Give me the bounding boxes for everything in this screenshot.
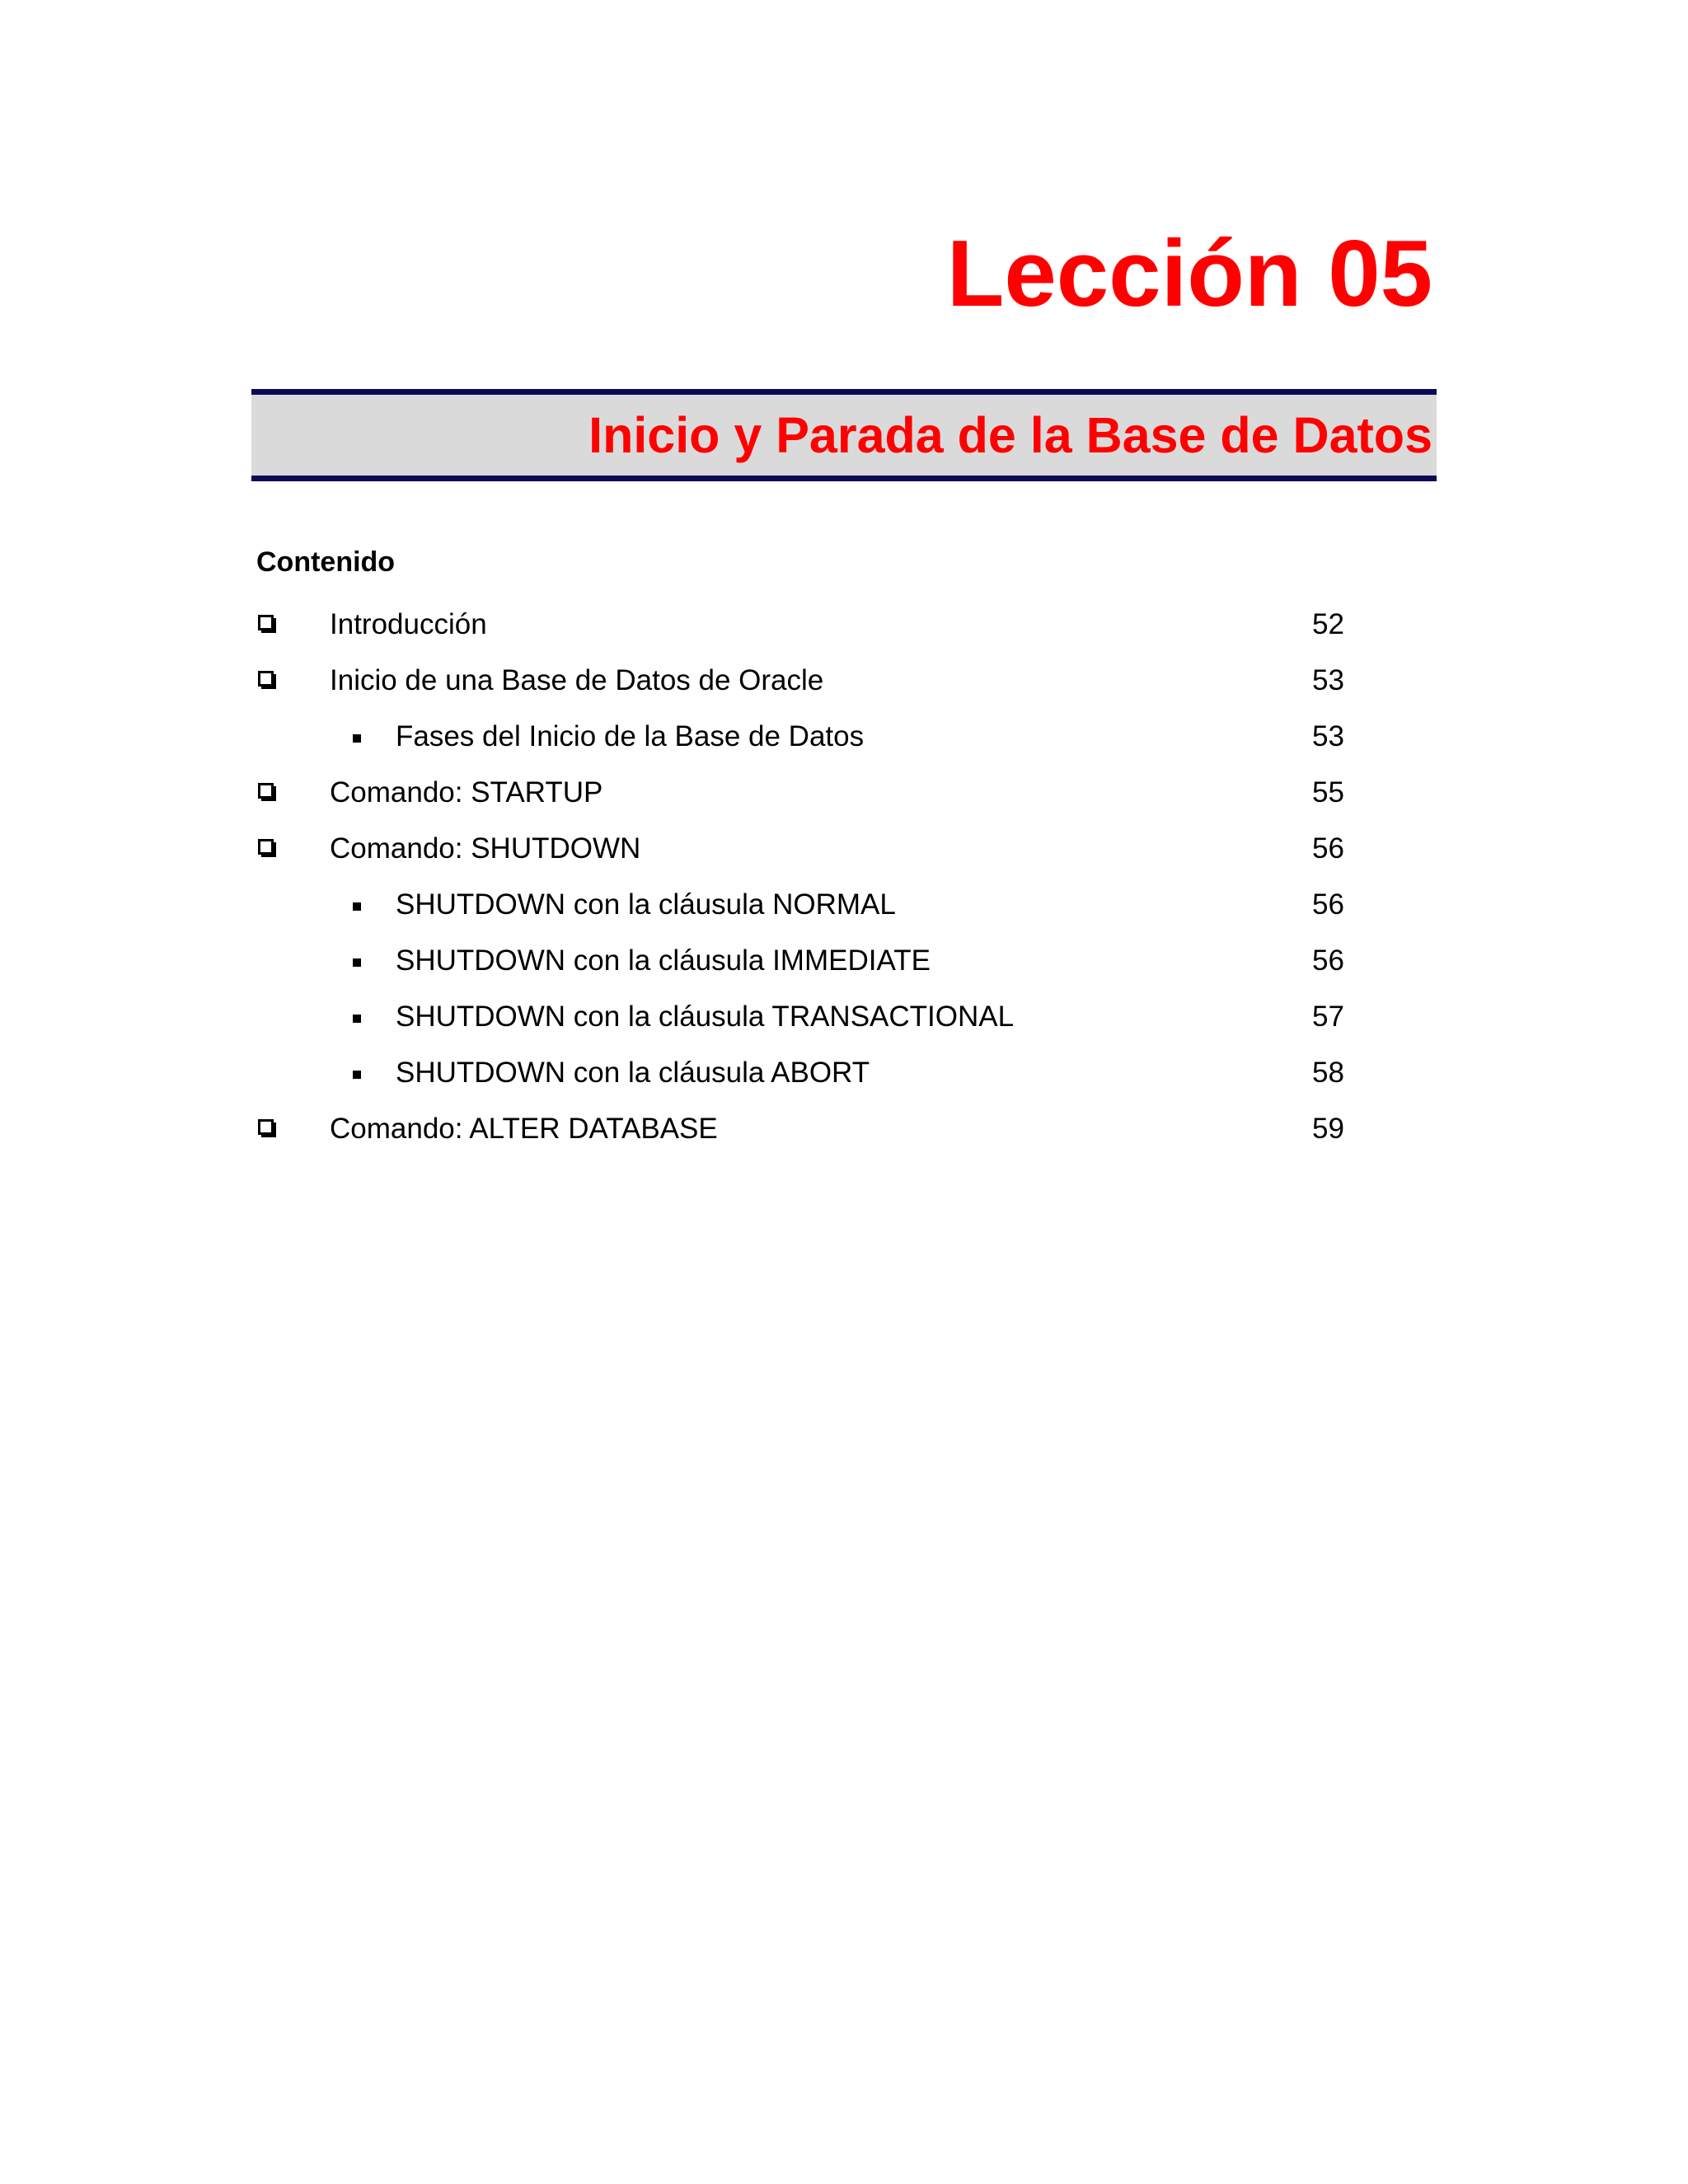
- toc-entry: [251, 602, 1405, 658]
- subtitle-band: [251, 389, 1437, 481]
- lesson-subtitle: Inicio y Parada de la Base de Datos: [588, 407, 1432, 463]
- toc-entry: [251, 770, 1405, 826]
- toc-page-number: 53: [1312, 664, 1344, 696]
- toc-entry-label: Comando: STARTUP: [330, 776, 603, 808]
- checkbox-square-icon: [258, 839, 276, 857]
- toc-entry-label: SHUTDOWN con la cláusula IMMEDIATE: [396, 944, 931, 977]
- contents-heading: Contenido: [256, 546, 396, 578]
- toc-page-number: 56: [1312, 888, 1344, 921]
- square-bullet-icon: [353, 958, 361, 967]
- toc-entry-label: SHUTDOWN con la cláusula ABORT: [396, 1057, 870, 1089]
- toc-entry-label: SHUTDOWN con la cláusula NORMAL: [396, 888, 896, 921]
- square-bullet-icon: [353, 1071, 361, 1079]
- square-bullet-icon: [353, 734, 361, 743]
- square-bullet-icon: [353, 1015, 361, 1023]
- toc-entry-label: Comando: ALTER DATABASE: [330, 1113, 718, 1145]
- toc-entry: [251, 658, 1405, 714]
- checkbox-square-icon: [258, 615, 276, 633]
- toc-entry-label: Fases del Inicio de la Base de Datos: [396, 720, 865, 752]
- toc-entry-label: Comando: SHUTDOWN: [330, 832, 641, 865]
- square-bullet-icon: [353, 902, 361, 911]
- toc-entry: [251, 826, 1405, 882]
- toc-page-number: 59: [1312, 1113, 1344, 1145]
- toc-entry: [251, 882, 1405, 938]
- toc-page-number: 56: [1312, 944, 1344, 977]
- checkbox-square-icon: [258, 783, 276, 801]
- toc-entry: [251, 1106, 1405, 1162]
- toc-page-number: 53: [1312, 720, 1344, 752]
- toc-page-number: 52: [1312, 608, 1344, 640]
- toc-page-number: 57: [1312, 1001, 1344, 1033]
- toc-entry: [251, 994, 1405, 1050]
- toc-entry-label: Inicio de una Base de Datos de Oracle: [330, 664, 824, 696]
- toc-entry: [251, 938, 1405, 994]
- toc-page-number: 58: [1312, 1057, 1344, 1089]
- checkbox-square-icon: [258, 1119, 276, 1137]
- toc-page-number: 55: [1312, 776, 1344, 808]
- table-of-contents: [251, 602, 1405, 1162]
- toc-entry-label: Introducción: [330, 608, 487, 640]
- toc-entry: [251, 1050, 1405, 1106]
- toc-entry-label: SHUTDOWN con la cláusula TRANSACTIONAL: [396, 1001, 1015, 1033]
- checkbox-square-icon: [258, 671, 276, 689]
- toc-entry: [251, 714, 1405, 770]
- toc-page-number: 56: [1312, 832, 1344, 865]
- lesson-title: Lección 05: [946, 222, 1432, 326]
